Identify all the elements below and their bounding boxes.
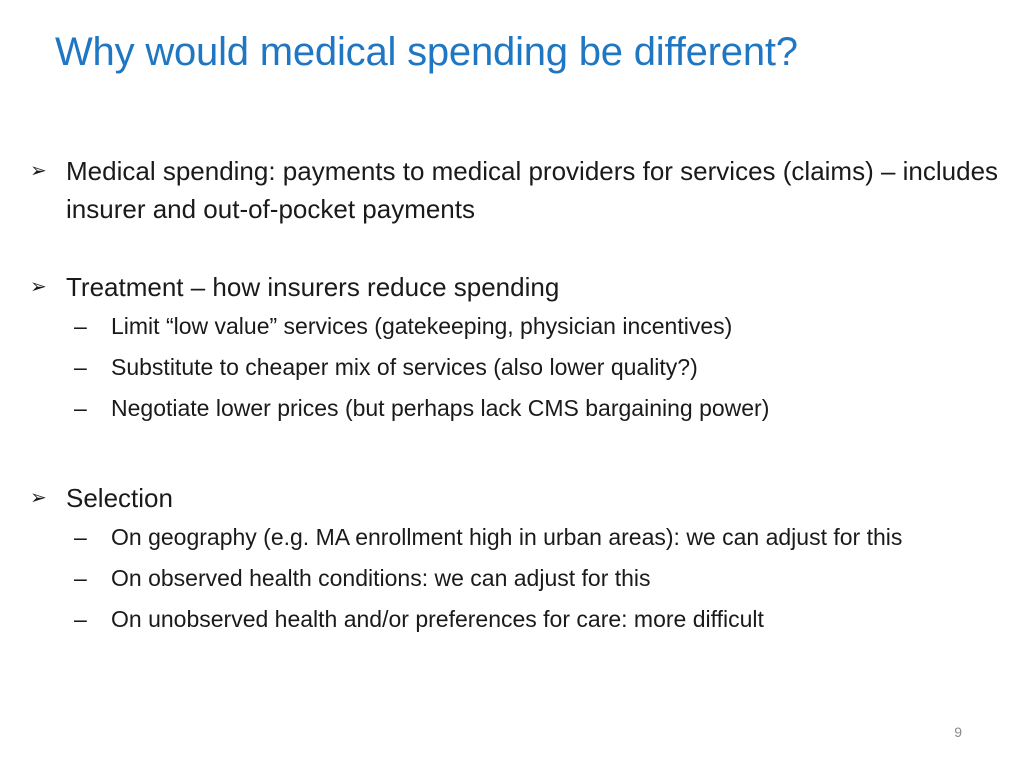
bullet-group-selection xyxy=(30,479,1000,640)
arrow-bullet-icon: ➢ xyxy=(30,276,47,298)
sub-bullet-text: On geography (e.g. MA enrollment high in urban areas): we can adjust for this xyxy=(111,524,903,550)
arrow-bullet-icon: ➢ xyxy=(30,487,47,509)
sub-bullet-item xyxy=(74,347,1000,388)
arrow-bullet-icon: ➢ xyxy=(30,160,47,182)
sub-bullet-item xyxy=(74,517,1000,558)
bullet-text: Selection xyxy=(66,483,173,513)
bullet-item xyxy=(30,152,1000,228)
bullet-item xyxy=(30,268,1000,306)
dash-bullet-icon: – xyxy=(74,313,87,339)
sub-bullet-text: Substitute to cheaper mix of services (also lower quality?) xyxy=(111,354,698,380)
dash-bullet-icon: – xyxy=(74,524,87,550)
bullet-text: Treatment – how insurers reduce spending xyxy=(66,272,560,302)
bullet-list xyxy=(30,152,1000,640)
bullet-item xyxy=(30,479,1000,517)
sub-bullet-item xyxy=(74,599,1000,640)
sub-bullet-text: On observed health conditions: we can adjust for this xyxy=(111,565,651,591)
sub-bullet-text: On unobserved health and/or preferences for care: more difficult xyxy=(111,606,764,632)
slide-title: Why would medical spending be different? xyxy=(55,30,798,74)
dash-bullet-icon: – xyxy=(74,565,87,591)
bullet-group-medical-spending xyxy=(30,152,1000,228)
bullet-group-treatment xyxy=(30,268,1000,429)
bullet-text: Medical spending: payments to medical providers for services (claims) – includes insurer and out-of-pocket payments xyxy=(66,156,999,224)
dash-bullet-icon: – xyxy=(74,395,87,421)
sub-bullet-item xyxy=(74,558,1000,599)
page-number: 9 xyxy=(954,724,962,740)
sub-bullet-text: Limit “low value” services (gatekeeping, physician incentives) xyxy=(111,313,733,339)
dash-bullet-icon: – xyxy=(74,354,87,380)
sub-bullet-item xyxy=(74,388,1000,429)
sub-bullet-item xyxy=(74,306,1000,347)
sub-bullet-text: Negotiate lower prices (but perhaps lack CMS bargaining power) xyxy=(111,395,770,421)
dash-bullet-icon: – xyxy=(74,606,87,632)
